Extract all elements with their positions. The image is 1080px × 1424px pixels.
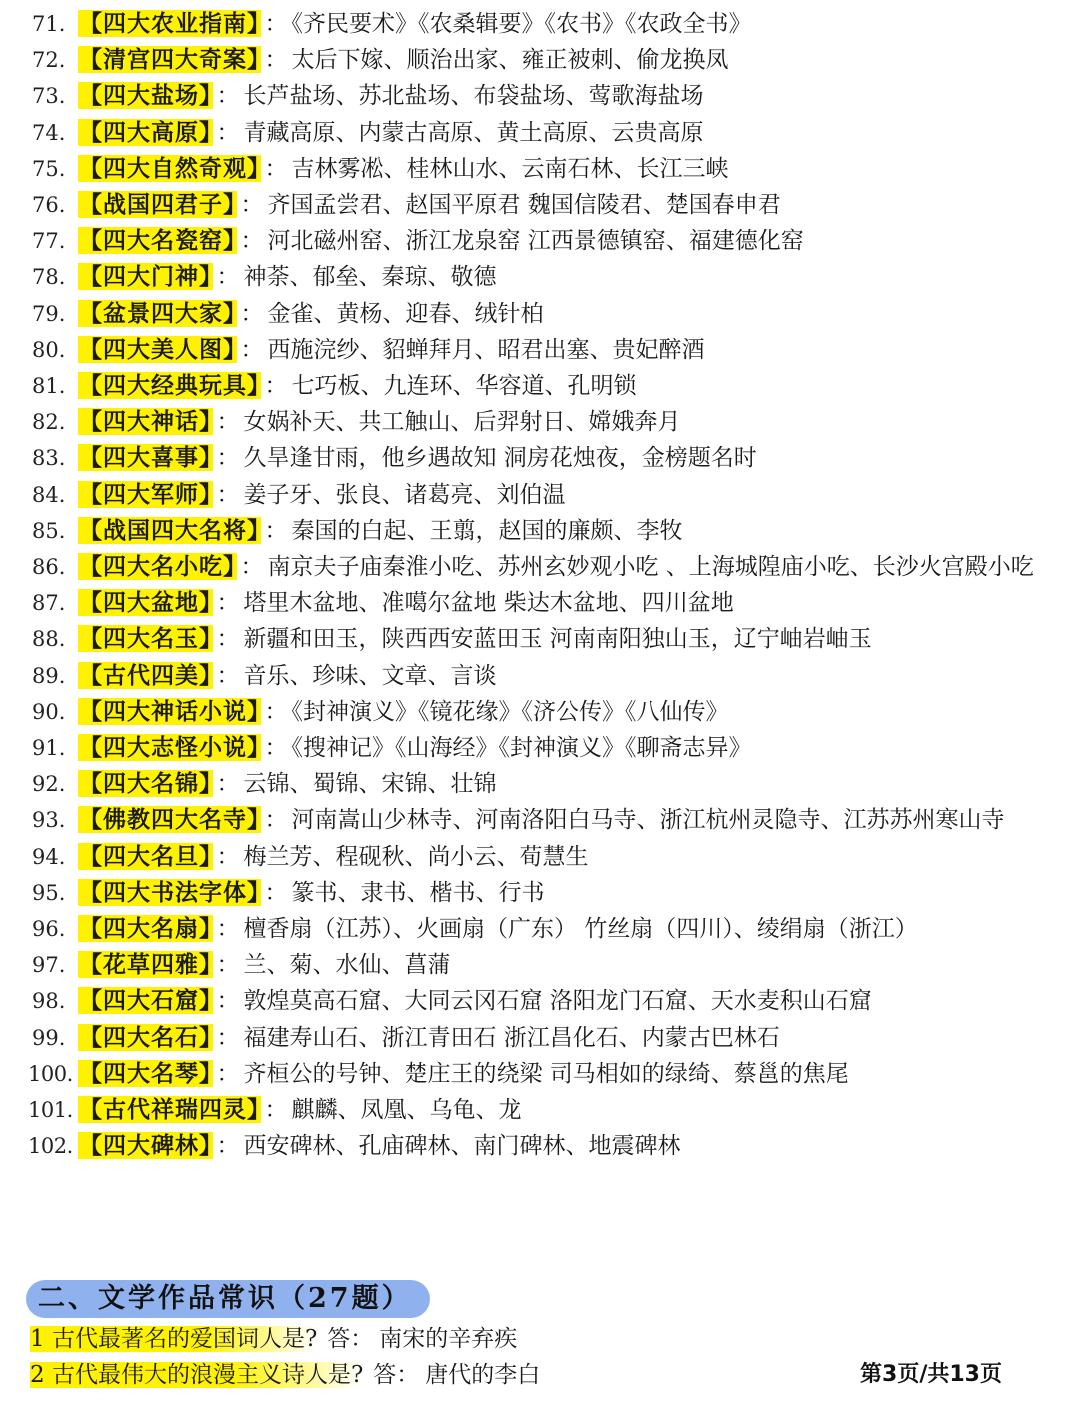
item-values: 姜子牙、张良、诸葛亮、刘伯温: [243, 481, 566, 508]
qa-answer-label: 答：: [373, 1362, 420, 1388]
item-content: [26, 875, 1056, 911]
category-label: 【四大农业指南】: [79, 10, 260, 37]
category-label: 【四大碑林】: [79, 1132, 212, 1160]
separator: ：: [264, 879, 288, 906]
item-content: [26, 1092, 1056, 1128]
category-label: 【四大名扇】: [79, 915, 212, 943]
item-number: 81.: [32, 374, 66, 399]
item-number: 80.: [32, 337, 66, 362]
item-values: 河北磁州窑、浙江龙泉窑 江西景德镇窑、福建德化窑: [267, 228, 804, 255]
item-values: 吉林雾凇、桂林山水、云南石林、长江三峡: [291, 155, 729, 182]
list-item: [26, 115, 1056, 151]
item-values: 梅兰芳、程砚秋、尚小云、荀慧生: [243, 843, 589, 870]
list-item: [26, 766, 1056, 802]
item-content: [26, 1056, 1056, 1092]
item-number: 97.: [32, 953, 66, 978]
item-content: [26, 947, 1056, 983]
category-label: 【四大名小吃】: [79, 553, 236, 581]
list-item: [26, 477, 1056, 513]
separator: ：: [240, 336, 264, 363]
item-number: 93.: [32, 808, 66, 833]
item-content: [26, 585, 1056, 621]
category-label: 【佛教四大名寺】: [79, 806, 260, 834]
separator: ：: [216, 662, 240, 689]
item-values: 檀香扇（江苏）、火画扇（广东） 竹丝扇（四川）、绫绢扇（浙江）: [243, 916, 918, 943]
item-values: 麒麟、凤凰、乌龟、龙: [291, 1097, 522, 1124]
item-number: 71.: [32, 12, 66, 36]
separator: ：: [264, 735, 288, 762]
item-number: 94.: [32, 844, 66, 869]
category-label: 【盆景四大家】: [79, 299, 236, 327]
separator: ：: [216, 1060, 240, 1087]
item-values: 女娲补天、共工触山、后羿射日、嫦娥奔月: [243, 409, 681, 436]
item-values: 《封神演义》《镜花缘》《济公传》《八仙传》: [291, 698, 729, 725]
category-label: 【四大门神】: [79, 263, 212, 291]
item-number: 72.: [32, 48, 66, 73]
item-values: 长芦盐场、苏北盐场、布袋盐场、莺歌海盐场: [243, 83, 704, 110]
list-item: [26, 1128, 1056, 1164]
item-values: 青藏高原、内蒙古高原、黄土高原、云贵高原: [243, 119, 704, 146]
item-values: 西施浣纱、貂蝉拜月、昭君出塞、贵妃醉酒: [267, 336, 705, 363]
item-content: [26, 1128, 1056, 1164]
item-values: 秦国的白起、王翦，赵国的廉颇、李牧: [291, 517, 683, 544]
item-values: 新疆和田玉，陕西西安蓝田玉 河南南阳独山玉，辽宁岫岩岫玉: [243, 626, 872, 653]
category-label: 【四大名琴】: [79, 1059, 212, 1087]
category-label: 【战国四君子】: [79, 191, 236, 219]
separator: ：: [216, 590, 240, 617]
item-values: 南京夫子庙秦淮小吃、苏州玄妙观小吃 、上海城隍庙小吃、长沙火宫殿小吃: [267, 554, 1034, 581]
category-label: 【四大经典玩具】: [79, 372, 260, 400]
item-content: [26, 1020, 1056, 1056]
item-content: [26, 78, 1056, 114]
separator: ：: [216, 264, 240, 291]
separator: ：: [216, 83, 240, 110]
item-values: 神荼、郁垒、秦琼、敬德: [243, 264, 497, 291]
list-item: [26, 802, 1056, 838]
separator: ：: [264, 11, 288, 37]
list-item: [26, 223, 1056, 259]
item-values: 云锦、蜀锦、宋锦、壮锦: [243, 771, 497, 798]
separator: ：: [216, 409, 240, 436]
category-label: 【四大自然奇观】: [79, 154, 260, 182]
item-number: 98.: [32, 989, 66, 1014]
list-item: [26, 983, 1056, 1019]
separator: ：: [264, 517, 288, 544]
category-label: 【四大名旦】: [79, 842, 212, 870]
item-content: [26, 296, 1056, 332]
separator: ：: [264, 47, 288, 74]
section-heading: 二、文学作品常识（27题）: [26, 1280, 430, 1318]
separator: ：: [216, 988, 240, 1015]
separator: ：: [216, 843, 240, 870]
qa-item: [30, 1357, 540, 1393]
entry-list: [26, 6, 1056, 1165]
item-values: 齐桓公的号钟、楚庄王的绕梁 司马相如的绿绮、蔡邕的焦尾: [243, 1060, 849, 1087]
item-content: [26, 477, 1056, 513]
separator: ：: [216, 952, 240, 979]
list-item: [26, 694, 1056, 730]
separator: ：: [240, 228, 264, 255]
qa-answer-label: 答：: [327, 1326, 374, 1352]
category-label: 【清宫四大奇案】: [79, 46, 260, 74]
category-label: 【四大神话】: [79, 408, 212, 436]
separator: ：: [264, 373, 288, 400]
category-label: 【花草四雅】: [79, 951, 212, 979]
category-label: 【四大盆地】: [79, 589, 212, 617]
category-label: 【四大名锦】: [79, 770, 212, 798]
item-values: 金雀、黄杨、迎春、绒针柏: [267, 300, 544, 327]
list-item: [26, 1092, 1056, 1128]
separator: ：: [240, 554, 264, 581]
list-item: [26, 78, 1056, 114]
separator: ：: [240, 192, 264, 219]
item-number: 79.: [32, 301, 66, 326]
item-content: [26, 983, 1056, 1019]
item-number: 83.: [32, 446, 66, 471]
item-values: 塔里木盆地、准噶尔盆地 柴达木盆地、四川盆地: [243, 590, 734, 617]
item-content: [26, 549, 1056, 585]
qa-question: 1 古代最著名的爱国词人是?: [30, 1326, 318, 1352]
list-item: [26, 368, 1056, 404]
category-label: 【四大书法字体】: [79, 878, 260, 906]
list-item: [26, 911, 1056, 947]
list-item: [26, 404, 1056, 440]
list-item: [26, 549, 1056, 585]
list-item: [26, 875, 1056, 911]
item-values: 福建寿山石、浙江青田石 浙江昌化石、内蒙古巴林石: [243, 1024, 780, 1051]
item-content: [26, 368, 1056, 404]
item-content: [26, 259, 1056, 295]
item-number: 75.: [32, 156, 66, 181]
item-number: 101.: [28, 1098, 73, 1123]
category-label: 【四大高原】: [79, 118, 212, 146]
list-item: [26, 585, 1056, 621]
category-label: 【四大志怪小说】: [79, 734, 260, 762]
separator: ：: [264, 155, 288, 182]
qa-answer: 南宋的辛弃疾: [379, 1326, 518, 1352]
category-label: 【四大石窟】: [79, 987, 212, 1015]
list-item: [26, 187, 1056, 223]
item-content: [26, 802, 1056, 838]
category-label: 【四大名瓷窑】: [79, 227, 236, 255]
item-values: 篆书、隶书、楷书、行书: [291, 879, 545, 906]
item-values: 河南嵩山少林寺、河南洛阳白马寺、浙江杭州灵隐寺、江苏苏州寒山寺: [291, 807, 1005, 834]
item-content: [26, 332, 1056, 368]
list-item: [26, 658, 1056, 694]
separator: ：: [264, 1097, 288, 1124]
category-label: 【古代祥瑞四灵】: [79, 1096, 260, 1124]
list-item: [26, 730, 1056, 766]
item-content: [26, 730, 1056, 766]
item-content: [26, 911, 1056, 947]
list-item: [26, 440, 1056, 476]
list-item: [26, 1056, 1056, 1092]
item-number: 102.: [28, 1134, 73, 1159]
item-number: 99.: [32, 1025, 66, 1050]
item-content: [26, 42, 1056, 78]
separator: ：: [216, 626, 240, 653]
item-content: [26, 440, 1056, 476]
category-label: 【四大神话小说】: [79, 697, 260, 725]
item-number: 87.: [32, 591, 66, 616]
separator: ：: [216, 916, 240, 943]
item-number: 96.: [32, 917, 66, 942]
list-item: [26, 259, 1056, 295]
item-content: [26, 621, 1056, 657]
list-item: [26, 151, 1056, 187]
item-number: 95.: [32, 880, 66, 905]
item-values: 太后下嫁、顺治出家、雍正被刺、偷龙换凤: [291, 47, 729, 74]
item-content: [26, 404, 1056, 440]
item-values: 兰、菊、水仙、菖蒲: [243, 952, 451, 979]
list-item: [26, 621, 1056, 657]
item-content: [26, 223, 1056, 259]
item-number: 73.: [32, 84, 66, 109]
item-number: 92.: [32, 772, 66, 797]
separator: ：: [264, 807, 288, 834]
item-content: [26, 658, 1056, 694]
item-number: 85.: [32, 518, 66, 543]
item-number: 100.: [28, 1061, 73, 1086]
qa-answer: 唐代的李白: [425, 1362, 541, 1388]
category-label: 【四大喜事】: [79, 444, 212, 472]
item-values: 七巧板、九连环、华容道、孔明锁: [291, 373, 637, 400]
list-item: [26, 839, 1056, 875]
item-number: 88.: [32, 627, 66, 652]
item-content: [26, 766, 1056, 802]
category-label: 【四大盐场】: [79, 82, 212, 110]
list-item: [26, 1020, 1056, 1056]
item-content: [26, 115, 1056, 151]
list-item: [26, 6, 1056, 42]
item-number: 78.: [32, 265, 66, 290]
item-number: 77.: [32, 229, 66, 254]
separator: ：: [240, 300, 264, 327]
item-content: [26, 187, 1056, 223]
item-content: [26, 151, 1056, 187]
category-label: 【四大军师】: [79, 480, 212, 508]
category-label: 【战国四大名将】: [79, 516, 260, 544]
separator: ：: [264, 698, 288, 725]
qa-question: 2 古代最伟大的浪漫主义诗人是?: [30, 1362, 364, 1388]
item-values: 《搜神记》《山海经》《封神演义》《聊斋志异》: [291, 735, 752, 762]
category-label: 【四大美人图】: [79, 335, 236, 363]
category-label: 【四大名石】: [79, 1023, 212, 1051]
item-content: [26, 513, 1056, 549]
item-number: 82.: [32, 410, 66, 435]
separator: ：: [216, 119, 240, 146]
item-number: 84.: [32, 482, 66, 507]
separator: ：: [216, 1024, 240, 1051]
item-content: [26, 839, 1056, 875]
item-number: 74.: [32, 120, 66, 145]
list-item: [26, 42, 1056, 78]
item-number: 91.: [32, 736, 66, 761]
item-values: 《齐民要术》《农桑辑要》《农书》《农政全书》: [291, 11, 752, 37]
category-label: 【四大名玉】: [79, 625, 212, 653]
item-number: 86.: [32, 555, 66, 580]
item-content: [26, 6, 1056, 42]
page-indicator: 第3页/共13页: [860, 1362, 1002, 1387]
separator: ：: [216, 1133, 240, 1160]
item-values: 音乐、珍味、文章、言谈: [243, 662, 497, 689]
item-number: 90.: [32, 699, 66, 724]
separator: ：: [216, 445, 240, 472]
separator: ：: [216, 771, 240, 798]
item-values: 西安碑林、孔庙碑林、南门碑林、地震碑林: [243, 1133, 681, 1160]
list-item: [26, 513, 1056, 549]
item-number: 89.: [32, 663, 66, 688]
item-values: 齐国孟尝君、赵国平原君 魏国信陵君、楚国春申君: [267, 192, 781, 219]
list-item: [26, 947, 1056, 983]
item-content: [26, 694, 1056, 730]
item-values: 久旱逢甘雨，他乡遇故知 洞房花烛夜，金榜题名时: [243, 445, 757, 472]
list-item: [26, 332, 1056, 368]
separator: ：: [216, 481, 240, 508]
item-number: 76.: [32, 193, 66, 218]
item-values: 敦煌莫高石窟、大同云冈石窟 洛阳龙门石窟、天水麦积山石窟: [243, 988, 872, 1015]
qa-item: [30, 1321, 517, 1357]
list-item: [26, 296, 1056, 332]
category-label: 【古代四美】: [79, 661, 212, 689]
